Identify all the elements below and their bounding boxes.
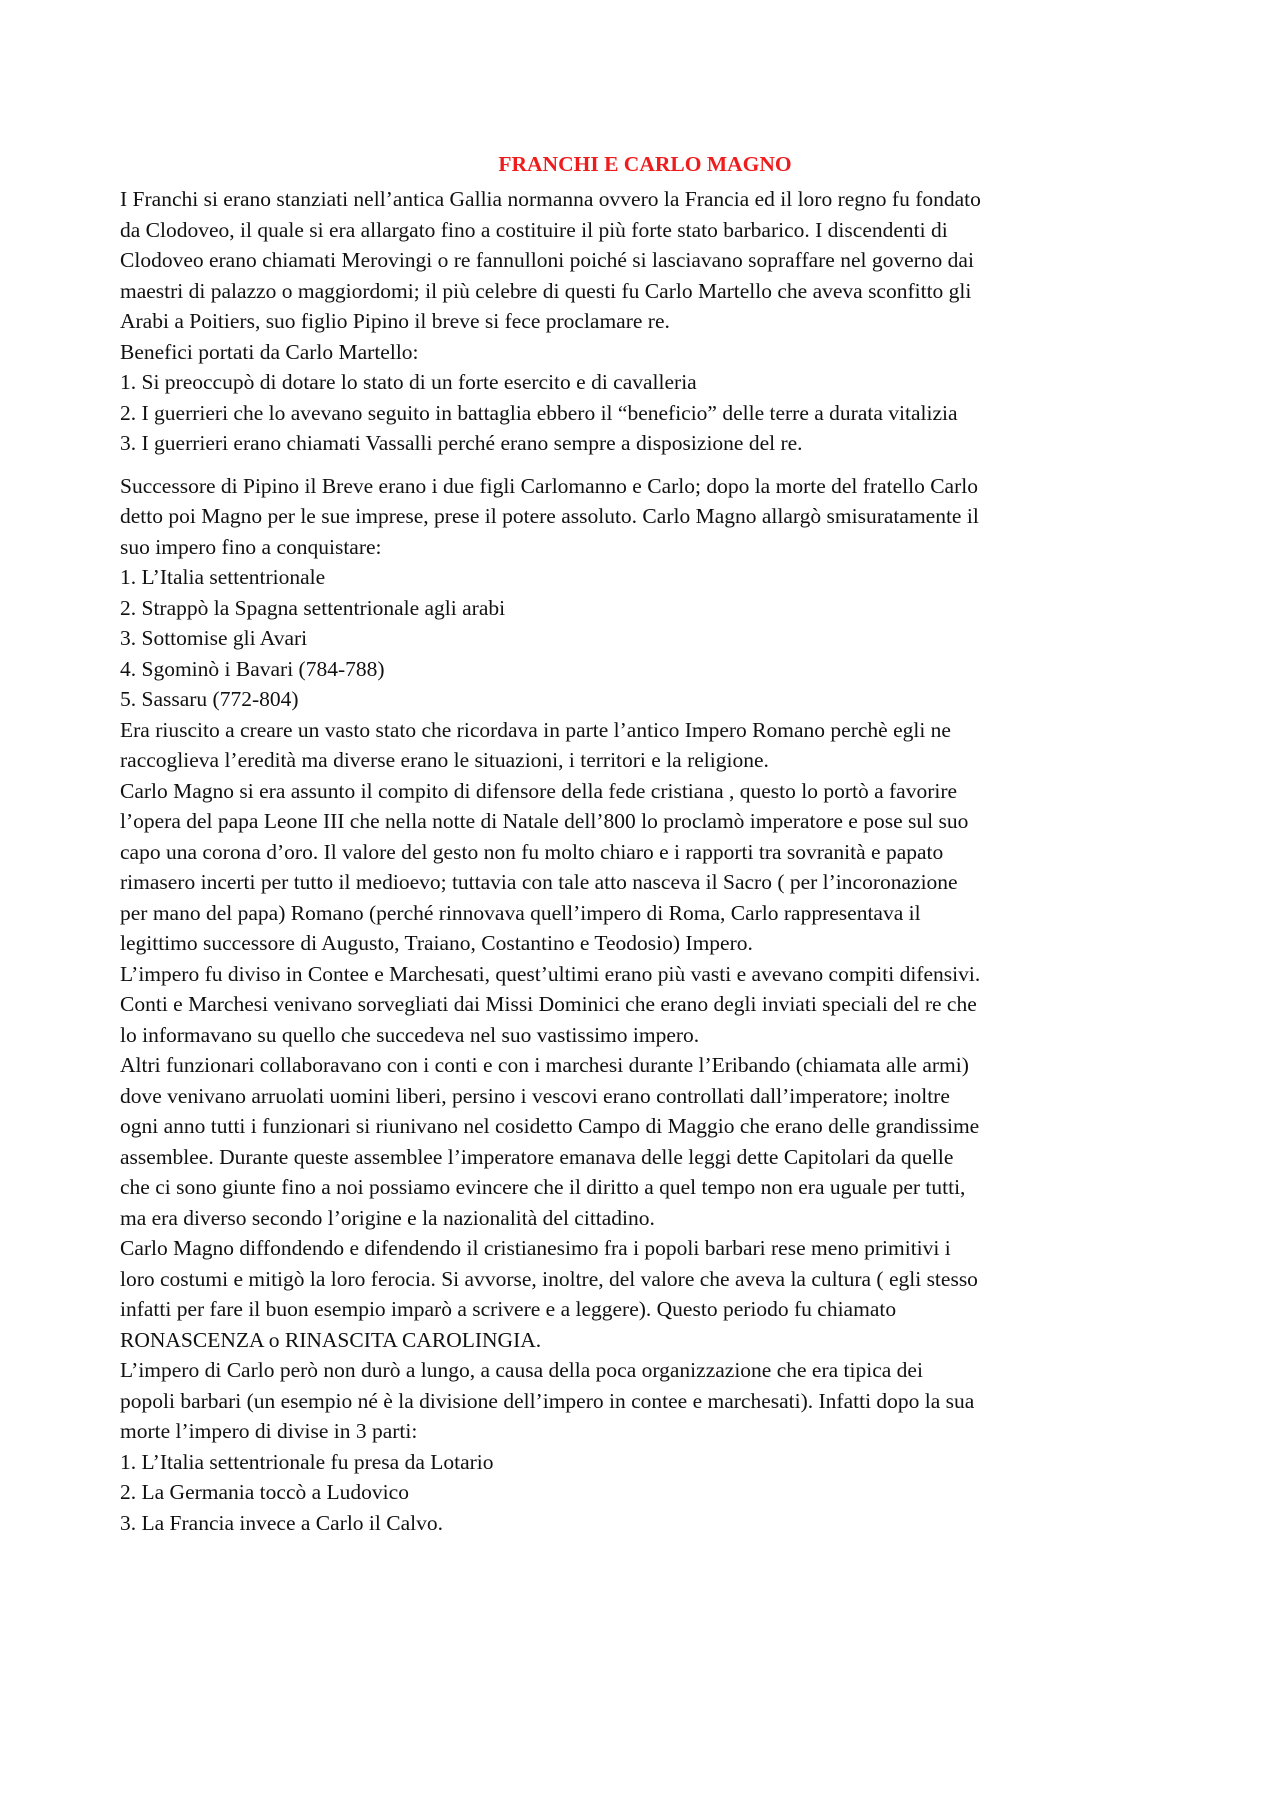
document-title: FRANCHI E CARLO MAGNO: [498, 152, 792, 176]
list-item: 2. I guerrieri che lo avevano seguito in battaglia ebbero il “beneficio” delle terre a durata vitalizia: [120, 400, 958, 425]
paragraph-line: Altri funzionari collaboravano con i conti e con i marchesi durante l’Eribando (chiamata alle armi): [120, 1053, 969, 1077]
paragraph-line: Carlo Magno diffondendo e difendendo il cristianesimo fra i popoli barbari rese meno primitivi i: [120, 1236, 951, 1260]
paragraph-line: morte l’impero di divise in 3 parti:: [120, 1419, 418, 1443]
section-empire: [120, 715, 1170, 1539]
list-item: 1. Si preoccupò di dotare lo stato di un forte esercito e di cavalleria: [120, 370, 697, 394]
paragraph-line: raccoglieva l’eredità ma diverse erano le situazioni, i territori e la religione.: [120, 748, 769, 772]
list-item: 1. L’Italia settentrionale fu presa da Lotario: [120, 1449, 494, 1474]
paragraph-line: ma era diverso secondo l’origine e la nazionalità del cittadino.: [120, 1205, 655, 1230]
paragraph-line: popoli barbari (un esempio né è la divisione dell’impero in contee e marchesati). Infatti dopo la sua: [120, 1388, 975, 1413]
paragraph-line: I Franchi si erano stanziati nell’antica Gallia normanna ovvero la Francia ed il loro regno fu fondato: [120, 187, 981, 211]
paragraph-line: l’opera del papa Leone III che nella notte di Natale dell’800 lo proclamò imperatore e pose sul suo: [120, 809, 969, 833]
document-body: [120, 150, 1170, 1538]
list-item: 3. La Francia invece a Carlo il Calvo.: [120, 1510, 443, 1535]
paragraph-line: rimasero incerti per tutto il medioevo; tuttavia con tale atto nasceva il Sacro ( per l’incoronazione: [120, 870, 958, 894]
paragraph-line: suo impero fino a conquistare:: [120, 534, 382, 559]
section-conquests: [120, 471, 1170, 715]
list-item: 3. Sottomise gli Avari: [120, 626, 308, 650]
paragraph-line: da Clodoveo, il quale si era allargato fino a costituire il più forte stato barbarico. I discendenti di: [120, 217, 948, 242]
paragraph-line: RONASCENZA o RINASCITA CAROLINGIA.: [120, 1327, 542, 1352]
paragraph-line: L’impero fu diviso in Contee e Marchesati, quest’ultimi erano più vasti e avevano compiti difensivi.: [120, 961, 981, 986]
paragraph-line: per mano del papa) Romano (perché rinnovava quell’impero di Roma, Carlo rappresentava il: [120, 900, 921, 925]
section-intro: [120, 184, 1170, 459]
list-item: 2. Strappò la Spagna settentrionale agli arabi: [120, 595, 506, 620]
paragraph-line: L’impero di Carlo però non durò a lungo, a causa della poca organizzazione che era tipica dei: [120, 1358, 923, 1382]
paragraph-line: capo una corona d’oro. Il valore del gesto non fu molto chiaro e i rapporti tra sovranità e papato: [120, 839, 944, 864]
paragraph-line: che ci sono giunte fino a noi possiamo evincere che il diritto a quel tempo non era uguale per tutti,: [120, 1175, 966, 1199]
paragraph-gap: [120, 459, 1170, 471]
list-item: 5. Sassaru (772-804): [120, 687, 299, 711]
paragraph-line: Conti e Marchesi venivano sorvegliati dai Missi Dominici che erano degli inviati speciali del re che: [120, 992, 977, 1016]
paragraph-line: Successore di Pipino il Breve erano i due figli Carlomanno e Carlo; dopo la morte del fratello Carlo: [120, 473, 978, 498]
paragraph-line: Arabi a Poitiers, suo figlio Pipino il breve si fece proclamare re.: [120, 309, 670, 333]
paragraph-line: Era riuscito a creare un vasto stato che ricordava in parte l’antico Impero Romano perchè egli ne: [120, 717, 951, 742]
list-heading: Benefici portati da Carlo Martello:: [120, 339, 419, 364]
paragraph-line: legittimo successore di Augusto, Traiano, Costantino e Teodosio) Impero.: [120, 931, 753, 955]
paragraph-line: detto poi Magno per le sue imprese, prese il potere assoluto. Carlo Magno allargò smisuratamente il: [120, 504, 979, 528]
paragraph-line: loro costumi e mitigò la loro ferocia. Si avvorse, inoltre, del valore che aveva la cultura ( egli stesso: [120, 1266, 978, 1291]
paragraph-line: Carlo Magno si era assunto il compito di difensore della fede cristiana , questo lo portò a favorire: [120, 778, 958, 803]
paragraph-line: lo informavano su quello che succedeva nel suo vastissimo impero.: [120, 1022, 700, 1047]
paragraph-line: infatti per fare il buon esempio imparò a scrivere e a leggere). Questo periodo fu chiamato: [120, 1297, 897, 1321]
paragraph-line: ogni anno tutti i funzionari si riunivano nel cosidetto Campo di Maggio che erano delle grandissime: [120, 1114, 980, 1138]
paragraph-line: dove venivano arruolati uomini liberi, persino i vescovi erano controllati dall’imperatore; inoltre: [120, 1083, 950, 1108]
list-item: 4. Sgominò i Bavari (784-788): [120, 656, 385, 681]
list-item: 3. I guerrieri erano chiamati Vassalli perché erano sempre a disposizione del re.: [120, 431, 803, 455]
list-item: 1. L’Italia settentrionale: [120, 565, 326, 589]
paragraph-line: maestri di palazzo o maggiordomi; il più celebre di questi fu Carlo Martello che aveva sconfitto gli: [120, 278, 972, 303]
paragraph-line: assemblee. Durante queste assemblee l’imperatore emanava delle leggi dette Capitolari da quelle: [120, 1144, 954, 1169]
paragraph-line: Clodoveo erano chiamati Merovingi o re fannulloni poiché si lasciavano sopraffare nel governo dai: [120, 248, 974, 272]
list-item: 2. La Germania toccò a Ludovico: [120, 1480, 409, 1504]
